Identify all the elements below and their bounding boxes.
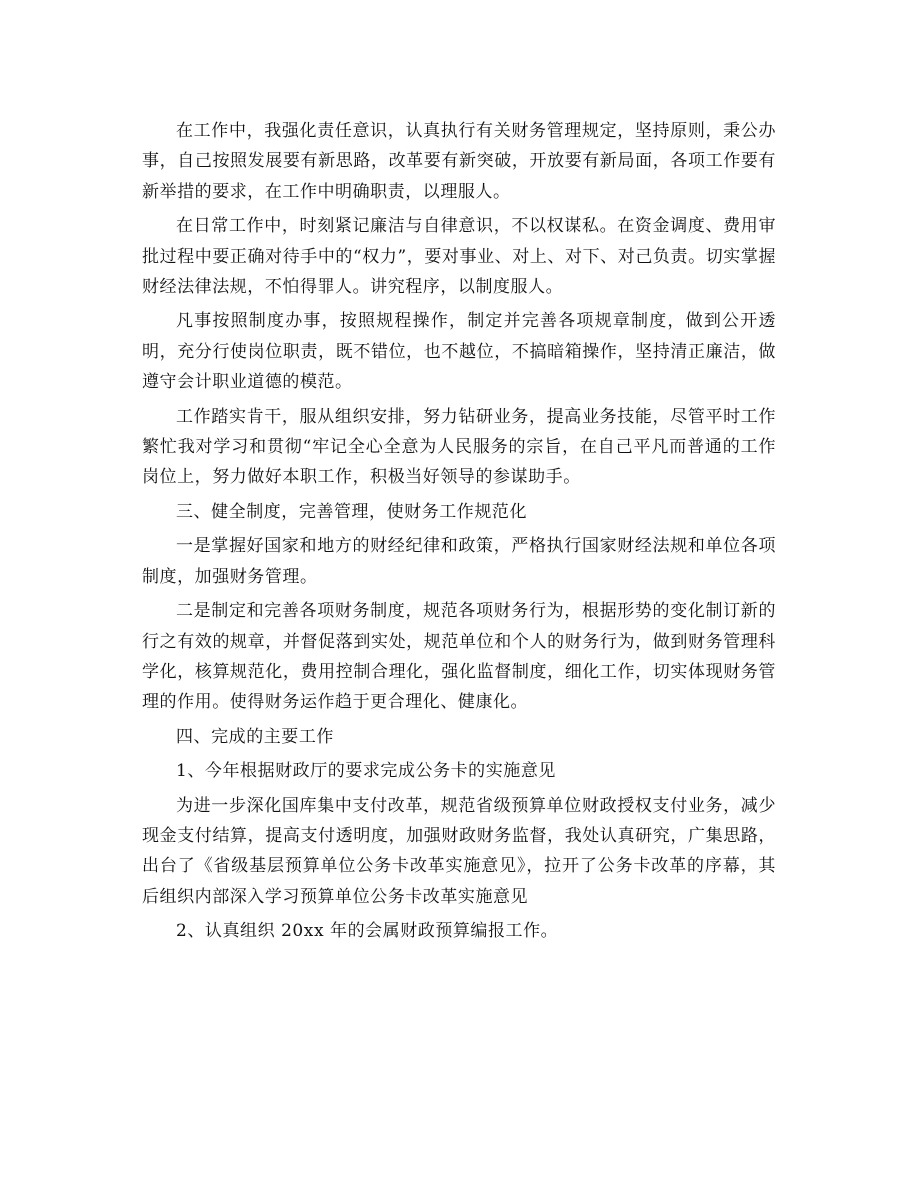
subheading-4-2: 2、认真组织 20xx 年的会属财政预算编报工作。 (176, 921, 559, 942)
paragraph-financial-system: 二是制定和完善各项财务制度，规范各项财务行为，根据形势的变化制订新的行之有效的规章，并督促落到实处，规范单位和个人的财务行为，做到财务管理科学化，核算规范化，费用控制合理化，强化监督制度，细化工作，切实体现财务管理的作用。使得财务运作趋于更合理化、健康化。 (142, 601, 776, 713)
section-heading-3: 三、健全制度，完善管理，使财务工作规范化 (176, 501, 527, 522)
paragraph-rules: 凡事按照制度办事，按照规程操作，制定并完善各项规章制度，做到公开透明，充分行使岗位职责，既不错位，也不越位，不搞暗箱操作，坚持清正廉洁，做遵守会计职业道德的模范。 (142, 311, 776, 393)
paragraph-card-reform: 为进一步深化国库集中支付改革，规范省级预算单位财政授权支付业务，减少现金支付结算，提高支付透明度，加强财政财务监督，我处认真研究，广集思路，出台了《省级基层预算单位公务卡改革实施意见》，拉开了公务卡改革的序幕，其后组织内部深入学习预算单位公务卡改革实施意见 (142, 795, 776, 907)
paragraph-responsibility: 在工作中，我强化责任意识，认真执行有关财务管理规定，坚持原则，秉公办事，自己按照发展要有新思路，改革要有新突破，开放要有新局面，各项工作要有新举措的要求，在工作中明确职责，以理服人。 (142, 121, 776, 202)
document-body (142, 116, 776, 951)
section-heading-4: 四、完成的主要工作 (176, 726, 334, 747)
subheading-4-1: 1、今年根据财政厅的要求完成公务卡的实施意见 (176, 761, 556, 782)
paragraph-work-attitude: 工作踏实肯干，服从组织安排，努力钻研业务，提高业务技能，尽管平时工作繁忙我对学习和贯彻“牢记全心全意为人民服务的宗旨，在自己平凡而普通的工作岗位上，努力做好本职工作，积极当好领导的参谋助手。 (142, 406, 776, 488)
paragraph-integrity: 在日常工作中，时刻紧记廉洁与自律意识，不以权谋私。在资金调度、费用审批过程中要正确对待手中的“权力”，要对事业、对上、对下、对己负责。切实掌握财经法律法规，不怕得罪人。讲究程序，以制度服人。 (142, 216, 776, 298)
paragraph-policy: 一是掌握好国家和地方的财经纪律和政策，严格执行国家财经法规和单位各项制度，加强财务管理。 (142, 536, 776, 587)
